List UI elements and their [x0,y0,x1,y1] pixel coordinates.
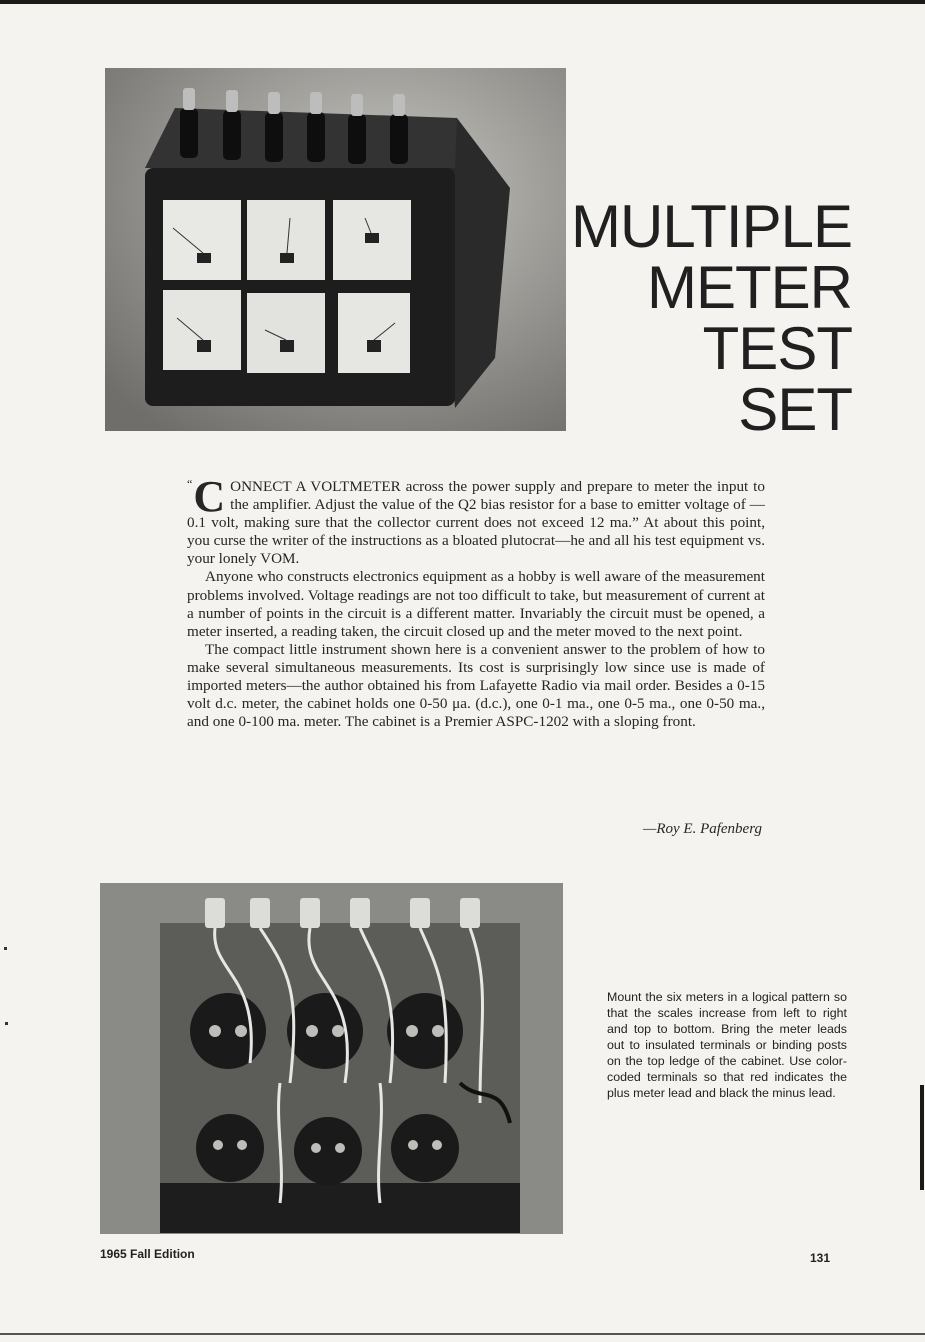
drop-cap: C [193,472,226,521]
meter-cabinet-front-image [105,68,566,431]
author-signature: —Roy E. Pafenberg [643,821,762,837]
margin-mark [4,947,7,950]
photo-caption: Mount the six meters in a logical pattern so that the scales increase from left to right and top to bottom. Bring the meter leads out to insulated terminals or binding posts on the top ledge of the cabinet. Use color-coded terminals so that red indicates the plus meter lead and black the minus lead. [607,990,847,1100]
title-line-4: SET [738,376,852,443]
bottom-rule [0,1333,925,1335]
title-line-2: METER [647,254,852,321]
title-line-3: TEST [702,315,852,382]
right-edge-bar [920,1085,924,1190]
interior-view-photo [100,883,563,1234]
margin-mark [5,1022,8,1025]
footer-page-number: 131 [810,1251,831,1265]
meter-cabinet-wiring-image [100,883,563,1234]
open-quote: “ [187,477,193,491]
title-line-1: MULTIPLE [571,193,852,260]
paragraph-1-text: ONNECT A VOLTMETER across the power supply and prepare to meter the input to the amplifier. Adjust the value of the Q2 bias resistor for a base to emitter voltage of —0.1 volt, making sure that the collector current does not exceed 12 ma.” At about this point, you curse the writer of the instructions as a bloated plutocrat—he and all his test equipment vs. your lonely VOM. [187,478,765,568]
top-rule [0,0,925,4]
paragraph-3: The compact little instrument shown here is a convenient answer to the problem of how to make several simultaneous measurements. Its cost is surprisingly low since use is made of imported meters—the author obtained his from Lafayette Radio via mail order. Besides a 0-15 volt d.c. meter, the cabinet holds one 0-50 μa. (d.c.), one 0-1 ma., one 0-5 ma., one 0-50 ma., and one 0-100 ma. meter. The cabinet is a Premier ASPC-1202 with a sloping front. [187,640,765,731]
article-body [187,472,765,731]
front-view-photo [105,68,566,431]
footer-edition: 1965 Fall Edition [100,1247,195,1261]
article-title [522,193,852,443]
paragraph-1 [187,472,765,568]
paragraph-2: Anyone who constructs electronics equipment as a hobby is well aware of the measurement problems involved. Voltage readings are not too difficult to take, but measurement of current at a number of points in the circuit is a different matter. Invariably the circuit must be opened, a meter inserted, a reading taken, the circuit closed up and the meter moved to the next point. [187,568,765,640]
